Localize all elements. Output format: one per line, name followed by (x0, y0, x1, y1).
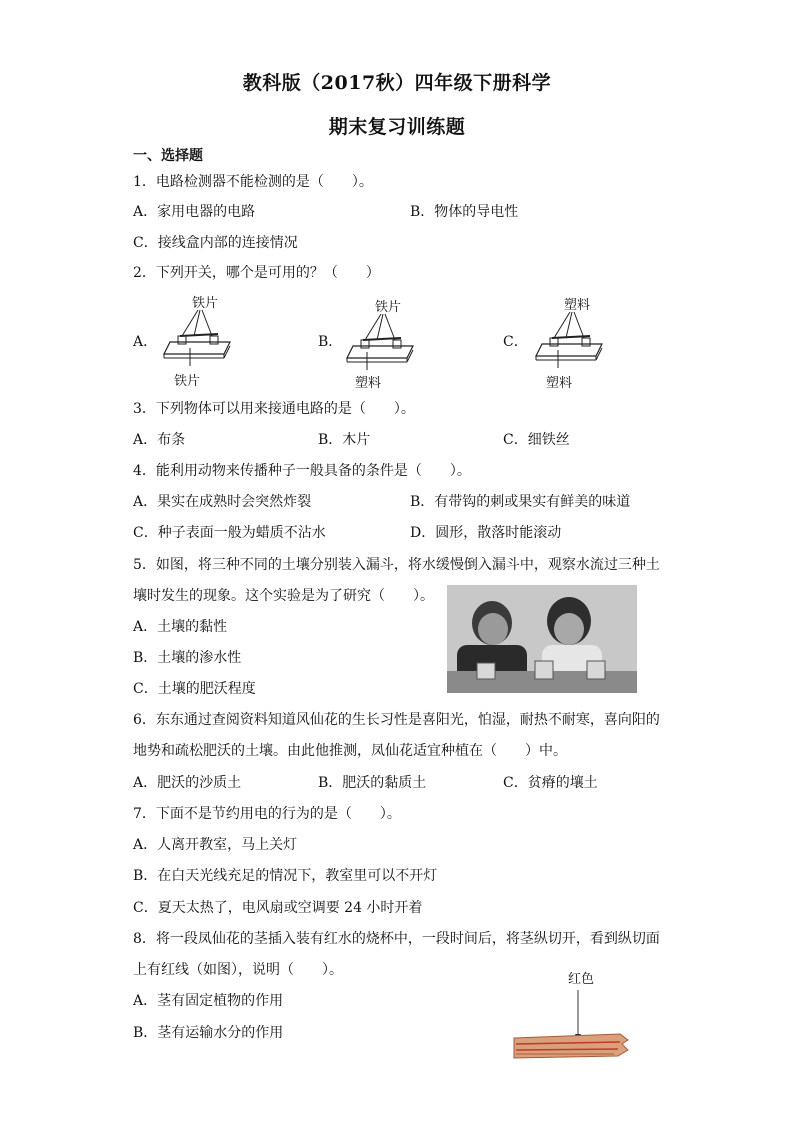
question-1: 1．电路检测器不能检测的是（ ）。 (133, 174, 373, 190)
q4-option-b: B．有带钩的刺或果实有鲜美的味道 (410, 494, 631, 510)
q2-option-c: C． (503, 334, 528, 350)
switch-top-label: 铁片 (192, 296, 219, 311)
switch-figure-b (343, 296, 423, 392)
question-2: 2．下列开关，哪个是可用的？（ ） (133, 265, 380, 281)
switch-top-label: 铁片 (375, 300, 402, 315)
question-5-line2: 壤时发生的现象。这个实验是为了研究（ ）。 (133, 588, 434, 604)
q1-option-c: C．接线盒内部的连接情况 (133, 235, 298, 251)
question-5-line1: 5．如图，将三种不同的土壤分别装入漏斗，将水缓慢倒入漏斗中，观察水流过三种土 (133, 557, 660, 573)
q8-option-b: B．茎有运输水分的作用 (133, 1025, 284, 1041)
q3-option-b: B．木片 (318, 432, 371, 448)
question-8-line2: 上有红线（如图），说明（ ）。 (133, 962, 343, 978)
page-title: 教科版（2017秋）四年级下册科学 (242, 72, 552, 94)
stem-figure (510, 966, 640, 1066)
q4-option-d: D．圆形，散落时能滚动 (410, 525, 562, 541)
q7-option-b: B．在白天光线充足的情况下，教室里可以不开灯 (133, 868, 438, 884)
q7-option-a: A．人离开教室，马上关灯 (133, 837, 298, 853)
q1-option-a: A．家用电器的电路 (133, 204, 256, 220)
stem-label: 红色 (568, 972, 595, 987)
q2-option-b: B． (318, 334, 343, 350)
switch-figure-a (160, 292, 240, 388)
q8-option-a: A．茎有固定植物的作用 (133, 993, 284, 1009)
switch-top-label: 塑料 (564, 298, 591, 313)
q5-option-a: A．土壤的黏性 (133, 619, 228, 635)
q5-option-c: C．土壤的肥沃程度 (133, 681, 256, 697)
section-heading: 一、选择题 (133, 148, 203, 164)
stem-cross-section-icon (510, 986, 640, 1066)
question-6-line2: 地势和疏松肥沃的土壤。由此他推测，凤仙花适宜种植在（ ）中。 (133, 743, 567, 759)
q4-option-a: A．果实在成熟时会突然炸裂 (133, 494, 312, 510)
children-experiment-illustration (447, 585, 637, 693)
q6-option-a: A．肥沃的沙质土 (133, 775, 242, 791)
q7-option-c: C．夏天太热了，电风扇或空调要 24 小时开着 (133, 900, 423, 916)
switch-bottom-label: 塑料 (355, 376, 382, 391)
q4-option-c: C．种子表面一般为蜡质不沾水 (133, 525, 326, 541)
switch-diagram-icon (160, 308, 240, 368)
q5-option-b: B．土壤的渗水性 (133, 650, 242, 666)
q1-option-b: B．物体的导电性 (410, 204, 519, 220)
q3-option-c: C．细铁丝 (503, 432, 570, 448)
switch-figure-c (532, 294, 612, 390)
question-6-line1: 6．东东通过查阅资料知道风仙花的生长习性是喜阳光，怕湿，耐热不耐寒，喜向阳的 (133, 712, 660, 728)
question-3: 3．下列物体可以用来接通电路的是（ ）。 (133, 401, 415, 417)
soil-experiment-photo (447, 585, 637, 693)
switch-diagram-icon (343, 312, 423, 372)
q2-option-a: A． (133, 334, 158, 350)
question-7: 7．下面不是节约用电的行为的是（ ）。 (133, 806, 401, 822)
page-subtitle: 期末复习训练题 (328, 116, 466, 138)
q6-option-b: B．肥沃的黏质土 (318, 775, 427, 791)
question-4: 4．能利用动物来传播种子一般具备的条件是（ ）。 (133, 463, 471, 479)
question-8-line1: 8．将一段凤仙花的茎插入装有红水的烧杯中，一段时间后，将茎纵切开，看到纵切面 (133, 931, 660, 947)
switch-bottom-label: 铁片 (174, 374, 201, 389)
q3-option-a: A．布条 (133, 432, 186, 448)
switch-bottom-label: 塑料 (546, 376, 573, 391)
q6-option-c: C．贫瘠的壤土 (503, 775, 598, 791)
switch-diagram-icon (532, 310, 612, 370)
